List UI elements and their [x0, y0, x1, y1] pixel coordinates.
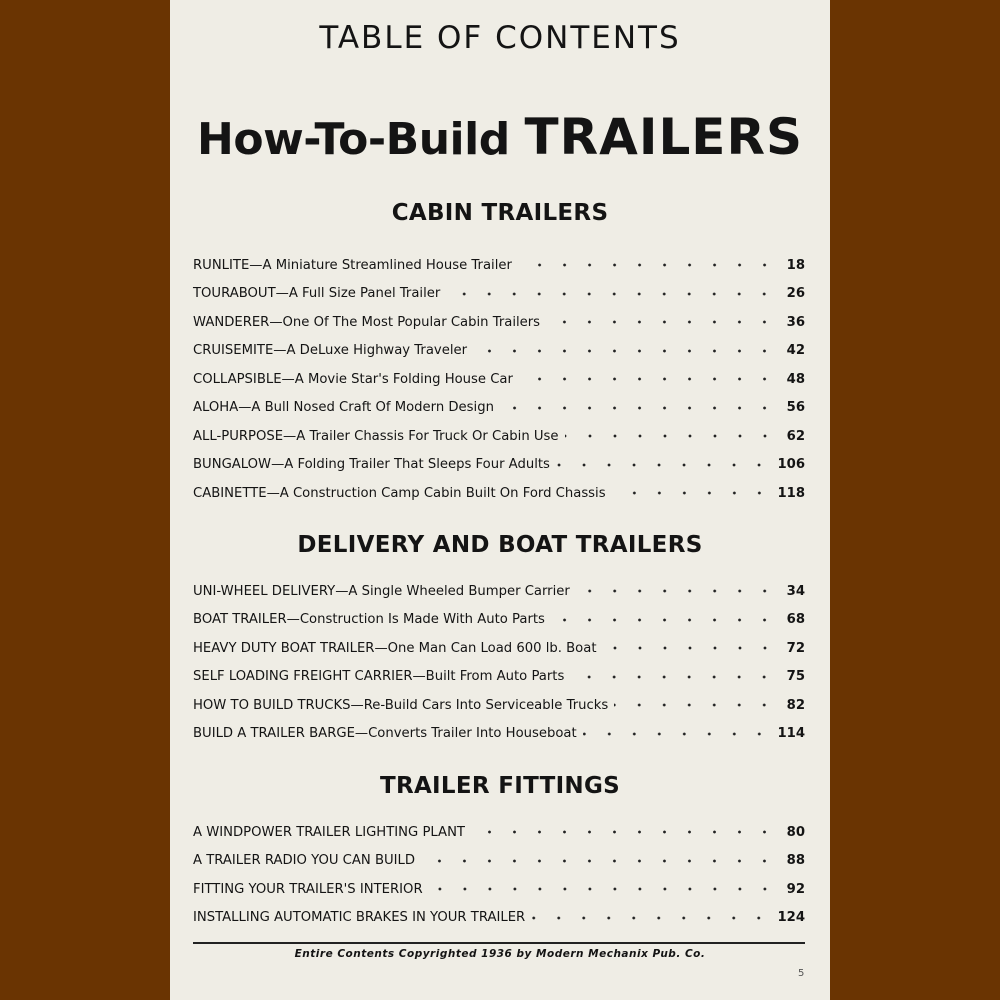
toc-entry	[193, 581, 805, 601]
entry-title: COLLAPSIBLE—A Movie Star's Folding House Car	[193, 371, 513, 387]
entry-page: 26	[786, 286, 805, 301]
dot-leader	[612, 491, 772, 495]
dot-leader	[565, 434, 777, 438]
entry-page: 75	[786, 669, 805, 684]
dot-leader	[518, 263, 777, 267]
dot-leader	[603, 646, 777, 650]
dot-leader	[546, 320, 777, 324]
entry-page: 88	[786, 853, 805, 868]
dot-leader	[500, 406, 777, 410]
copyright-notice: Entire Contents Copyrighted 1936 by Modern Mechanix Pub. Co.	[294, 948, 706, 960]
dot-leader	[583, 732, 772, 736]
dot-leader	[519, 377, 777, 381]
dot-leader	[576, 589, 777, 593]
dot-leader	[556, 463, 772, 467]
entry-page: 124	[777, 910, 805, 925]
toc-title: TABLE OF CONTENTS	[319, 20, 681, 56]
entry-title: WANDERER—One Of The Most Popular Cabin Trailers	[193, 314, 541, 330]
toc-entry	[193, 369, 805, 389]
entry-page: 68	[786, 612, 805, 627]
entry-title: RUNLITE—A Miniature Streamlined House Trailer	[193, 257, 512, 273]
entry-page: 36	[786, 314, 805, 330]
entry-title: FITTING YOUR TRAILER'S INTERIOR	[193, 881, 423, 897]
toc-entry	[193, 724, 805, 744]
entry-title: ALL-PURPOSE—A Trailer Chassis For Truck Or Cabin Use	[193, 428, 559, 444]
entry-page: 118	[777, 485, 805, 501]
toc-entry	[193, 879, 805, 899]
entry-title: CRUISEMITE—A DeLuxe Highway Traveler	[193, 343, 468, 358]
entry-page: 62	[786, 428, 805, 444]
toc-entry	[193, 851, 805, 871]
dot-leader	[531, 916, 771, 920]
section-heading: DELIVERY AND BOAT TRAILERS	[297, 532, 703, 558]
dot-leader	[473, 349, 777, 353]
entry-page: 114	[777, 726, 805, 741]
toc-entry	[193, 610, 805, 630]
main-title-prefix: How-To-Build	[197, 114, 510, 165]
dot-leader	[471, 830, 777, 834]
entry-title: ALOHA—A Bull Nosed Craft Of Modern Design	[193, 400, 494, 415]
entry-page: 80	[786, 824, 805, 840]
toc-entry	[193, 638, 805, 658]
page-number: 5	[798, 968, 805, 979]
toc-entry	[193, 908, 805, 928]
toc-entry	[193, 341, 805, 361]
entry-title: BOAT TRAILER—Construction Is Made With Auto Parts	[193, 612, 545, 627]
footer-rule	[193, 942, 805, 944]
entry-page: 92	[786, 881, 805, 897]
dot-leader	[421, 859, 777, 863]
entry-page: 34	[786, 583, 805, 599]
dot-leader	[551, 618, 777, 622]
entry-title: SELF LOADING FREIGHT CARRIER—Built From Auto Parts	[193, 669, 565, 684]
main-title	[170, 108, 830, 166]
dot-leader	[429, 887, 777, 891]
toc-entry	[193, 822, 805, 842]
toc-entry	[193, 426, 805, 446]
document-page	[170, 0, 830, 1000]
dot-leader	[614, 703, 777, 707]
entry-page: 82	[786, 697, 805, 713]
main-title-emphasis: TRAILERS	[524, 108, 803, 166]
entry-page: 18	[786, 257, 805, 273]
entry-title: BUNGALOW—A Folding Trailer That Sleeps Four Adults	[193, 457, 550, 472]
section-heading: CABIN TRAILERS	[391, 200, 609, 226]
entry-title: A WINDPOWER TRAILER LIGHTING PLANT	[193, 824, 465, 840]
entry-title: CABINETTE—A Construction Camp Cabin Built On Ford Chassis	[193, 485, 606, 501]
entry-title: HOW TO BUILD TRUCKS—Re-Build Cars Into Serviceable Trucks	[193, 697, 609, 713]
entry-title: A TRAILER RADIO YOU CAN BUILD	[193, 853, 416, 868]
entry-page: 48	[786, 371, 805, 387]
section-heading: TRAILER FITTINGS	[379, 773, 621, 799]
toc-entry	[193, 284, 805, 304]
entry-title: HEAVY DUTY BOAT TRAILER—One Man Can Load 600 lb. Boat	[193, 640, 597, 656]
dot-leader	[446, 292, 777, 296]
entry-page: 42	[786, 343, 805, 358]
toc-entry	[193, 398, 805, 418]
dot-leader	[570, 675, 777, 679]
toc-entry	[193, 667, 805, 687]
entry-page: 72	[786, 640, 805, 656]
toc-entry	[193, 312, 805, 332]
entry-page: 106	[777, 457, 805, 472]
entry-title: INSTALLING AUTOMATIC BRAKES IN YOUR TRAILER	[193, 910, 526, 925]
entry-title: UNI-WHEEL DELIVERY—A Single Wheeled Bumper Carrier	[193, 583, 570, 599]
entry-title: TOURABOUT—A Full Size Panel Trailer	[193, 286, 441, 301]
entry-page: 56	[786, 400, 805, 415]
toc-entry	[193, 695, 805, 715]
toc-entry	[193, 455, 805, 475]
toc-entry	[193, 483, 805, 503]
entry-title: BUILD A TRAILER BARGE—Converts Trailer Into Houseboat	[193, 726, 577, 741]
toc-entry	[193, 255, 805, 275]
